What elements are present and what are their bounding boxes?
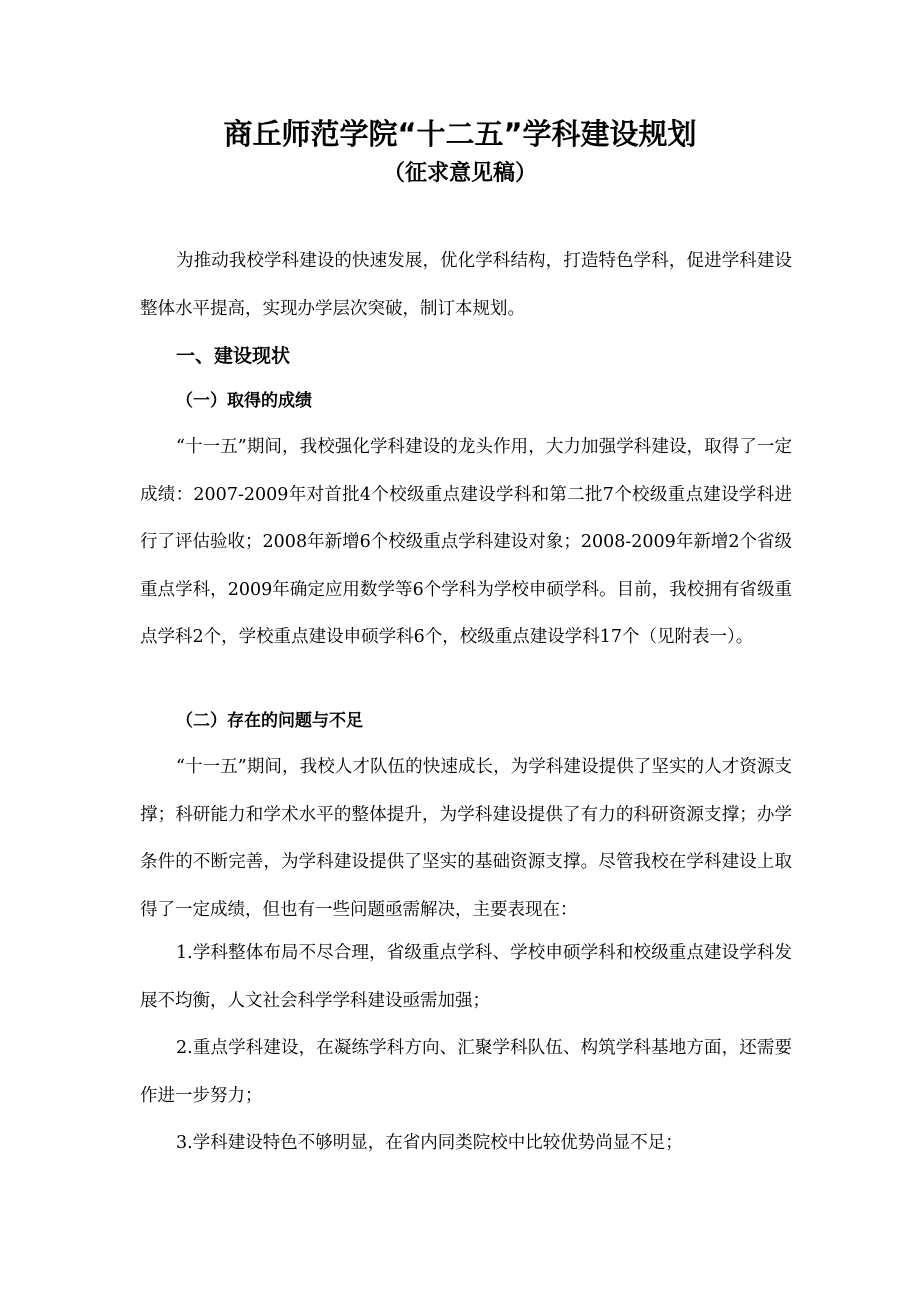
document-subtitle: （征求意见稿） bbox=[382, 161, 537, 186]
subsection-heading-achievements: （一）取得的成绩 bbox=[176, 391, 312, 411]
achievements-paragraph: “十一五”期间，我校强化学科建设的龙头作用，大力加强学科建设，取得了一定成绩：2007-2009年对首批4个校级重点建设学科和第二批7个校级重点建设学科进行了评估验收；2008年新增6个校级重点学科建设对象；2008-2009年新增2个省级重点学科，2009年确定应用数学等6个学科为学校申硕学科。目前，我校拥有省级重点学科2个，学校重点建设申硕学科6个，校级重点建设学科17个（见附表一）。 bbox=[140, 437, 792, 647]
document-title: 商丘师范学院“十二五”学科建设规划 bbox=[223, 117, 697, 151]
problem-item-1: 1.学科整体布局不尽合理，省级重点学科、学校申硕学科和校级重点建设学科发展不均衡，人文社会科学学科建设亟需加强； bbox=[140, 943, 792, 1011]
subsection-heading-problems: （二）存在的问题与不足 bbox=[176, 711, 363, 731]
intro-paragraph: 为推动我校学科建设的快速发展，优化学科结构，打造特色学科，促进学科建设整体水平提高，实现办学层次突破，制订本规划。 bbox=[140, 251, 792, 319]
problem-item-2: 2.重点学科建设，在凝练学科方向、汇聚学科队伍、构筑学科基地方面，还需要作进一步努力； bbox=[140, 1038, 792, 1106]
section-heading-status: 一、建设现状 bbox=[176, 345, 291, 367]
problems-paragraph: “十一五”期间，我校人才队伍的快速成长，为学科建设提供了坚实的人才资源支撑；科研能力和学术水平的整体提升，为学科建设提供了有力的科研资源支撑；办学条件的不断完善，为学科建设提供了坚实的基础资源支撑。尽管我校在学科建设上取得了一定成绩，但也有一些问题亟需解决，主要表现在： bbox=[140, 757, 792, 920]
problem-item-3: 3.学科建设特色不够明显，在省内同类院校中比较优势尚显不足； bbox=[176, 1133, 683, 1153]
